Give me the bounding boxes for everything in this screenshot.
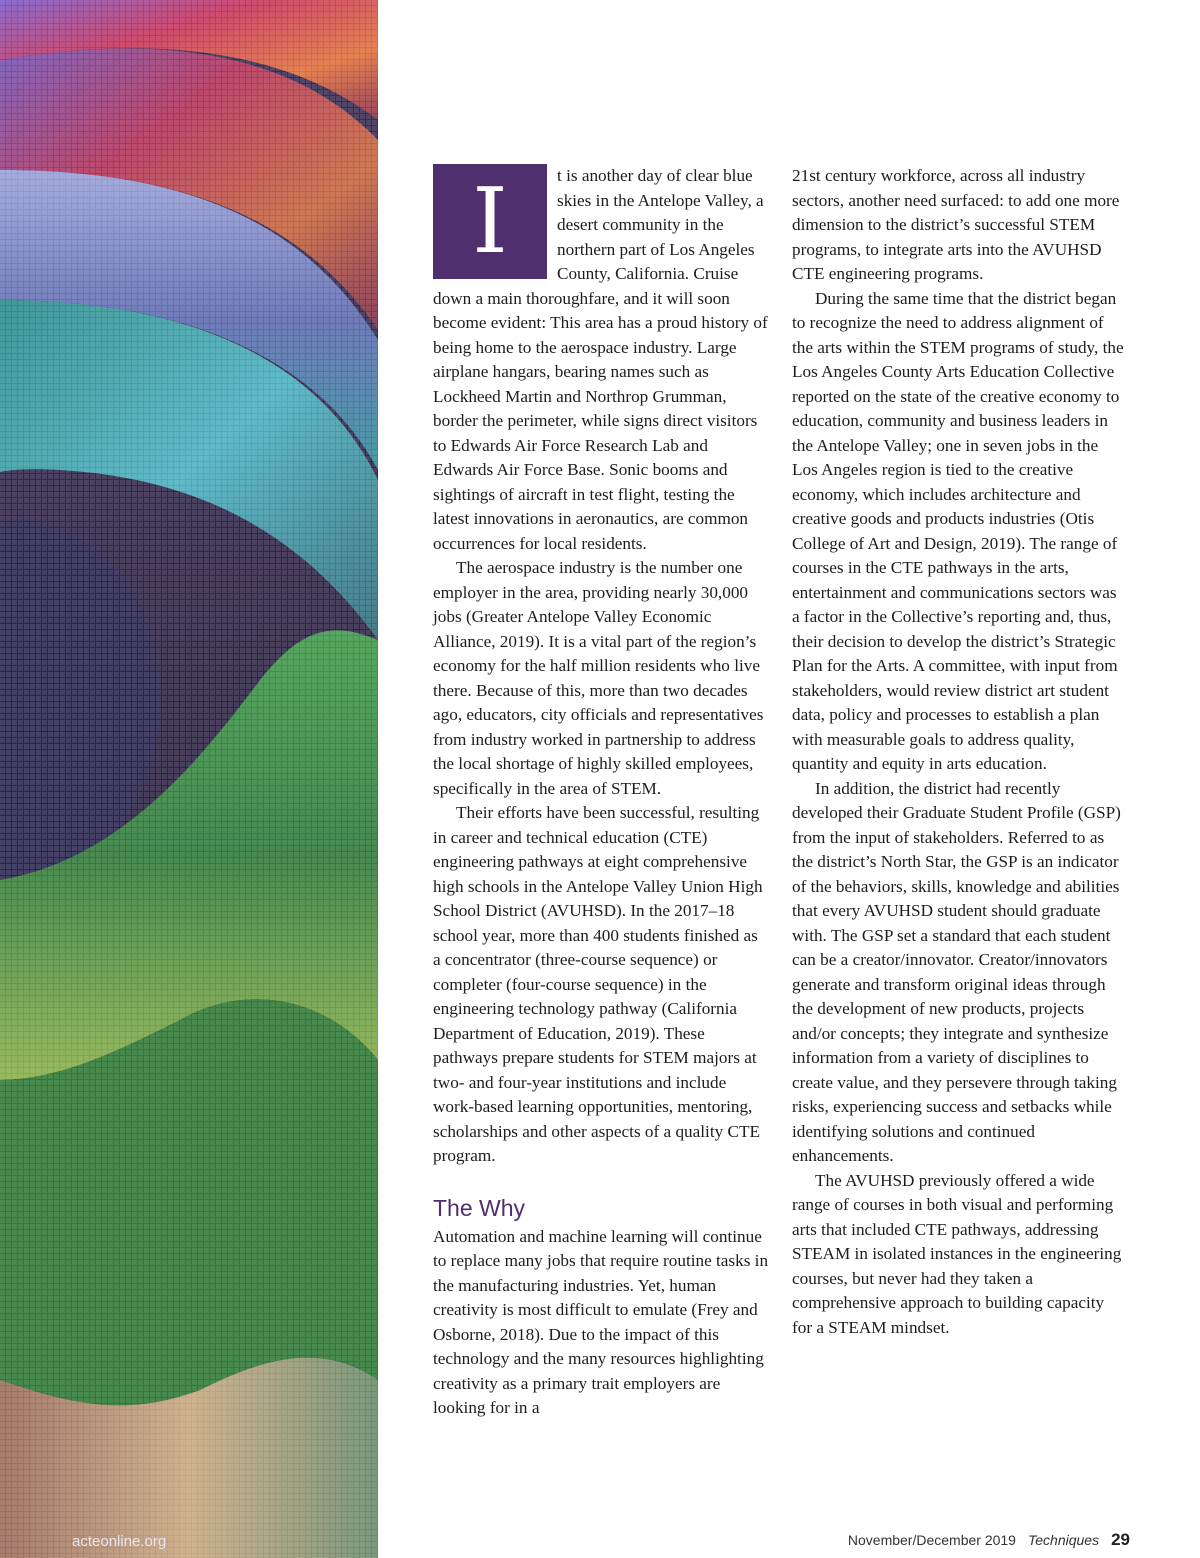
drop-cap: I <box>433 164 547 279</box>
abstract-wave-illustration <box>0 0 378 1558</box>
article-paragraph: t is another day of clear blue skies in the Antelope Valley, a desert community in the northern part of Los Angeles County, California. Cruise down a main thoroughfare, and it will soon become evident: This area has a proud history of being home to the aerospace industry. Large airplane hangars, bearing names such as Lockheed Martin and Northrop Grumman, border the perimeter, while signs direct visitors to Edwards Air Force Research Lab and Edwards Air Force Base. Sonic booms and sightings of aircraft in test flight, testing the latest innovations in aeronautics, are common occurrences for local residents. <box>433 166 768 553</box>
magazine-name: Techniques <box>1027 1532 1100 1548</box>
article-paragraph: Their efforts have been successful, resulting in career and technical education (CTE) engineering pathways at eight comprehensive high schools in the Antelope Valley Union High School District (AVUHSD). In the 2017–18 school year, more than 400 students finished as a concentrator (three-course sequence) or completer (four-course sequence) in the engineering technology pathway (California Department of Education, 2019). These pathways prepare students for STEM majors at two- and four-year institutions and include work-based learning opportunities, mentoring, scholarships and other aspects of a quality CTE program. <box>433 803 763 1165</box>
article-column-left <box>433 164 769 1421</box>
issue-date: November/December 2019 <box>847 1532 1016 1548</box>
article-paragraph: In addition, the district had recently developed their Graduate Student Profile (GSP) from the input of stakeholders. Referred to as the district’s North Star, the GSP is an indicator of the behaviors, skills, knowledge and abilities that every AVUHSD student should graduate with. The GSP set a standard that each student can be a creator/innovator. Creator/innovators generate and transform original ideas through the development of new products, projects and/or concepts; they integrate and synthesize information from a variety of disciplines to create value, and they persevere through taking risks, experiencing success and setbacks while identifying solutions and continued enhancements. <box>792 778 1121 1165</box>
footer-site-url: acteonline.org <box>72 1533 167 1550</box>
section-heading: The Why <box>433 1194 526 1221</box>
article-paragraph: The AVUHSD previously offered a wide range of courses in both visual and performing arts that included CTE pathways, addressing STEAM in isolated instances in the engineering courses, but never had they taken a comprehensive approach to building capacity for a STEAM mindset. <box>792 1170 1122 1337</box>
article-paragraph: During the same time that the district began to recognize the need to address alignment of the arts within the STEM programs of study, the Los Angeles County Arts Education Collective reported on the state of the creative economy to education, community and business leaders in the Antelope Valley; one in seven jobs in the Los Angeles region is tied to the creative economy, which includes architecture and creative goods and products industries (Otis College of Art and Design, 2019). The range of courses in the CTE pathways in the arts, entertainment and communications sectors was a factor in the Collective’s reporting and, thus, their decision to develop the district’s Strategic Plan for the Arts. A committee, with input from stakeholders, would review district art student data, policy and processes to establish a plan with measurable goals to address quality, quantity and equity in arts education. <box>792 288 1124 773</box>
decorative-artwork <box>0 0 378 1558</box>
page-footer <box>848 1530 1130 1550</box>
article-column-right <box>792 164 1128 1340</box>
page-number: 29 <box>1111 1530 1130 1549</box>
article-paragraph: 21st century workforce, across all industry sectors, another need surfaced: to add one more dimension to the district’s successful STEM programs, to integrate arts into the AVUHSD CTE engineering programs. <box>792 166 1120 283</box>
article-paragraph: The aerospace industry is the number one employer in the area, providing nearly 30,000 jobs (Greater Antelope Valley Economic Alliance, 2019). It is a vital part of the region’s economy for the half million residents who live there. Because of this, more than two decades ago, educators, city officials and representatives from industry worked in partnership to address the local shortage of highly skilled employees, specifically in the area of STEM. <box>433 558 764 798</box>
article-paragraph: Automation and machine learning will continue to replace many jobs that require routine tasks in the manufacturing industries. Yet, human creativity is most difficult to emulate (Frey and Osborne, 2018). Due to the impact of this technology and the many resources highlighting creativity as a primary trait employers are looking for in a <box>433 1226 769 1417</box>
